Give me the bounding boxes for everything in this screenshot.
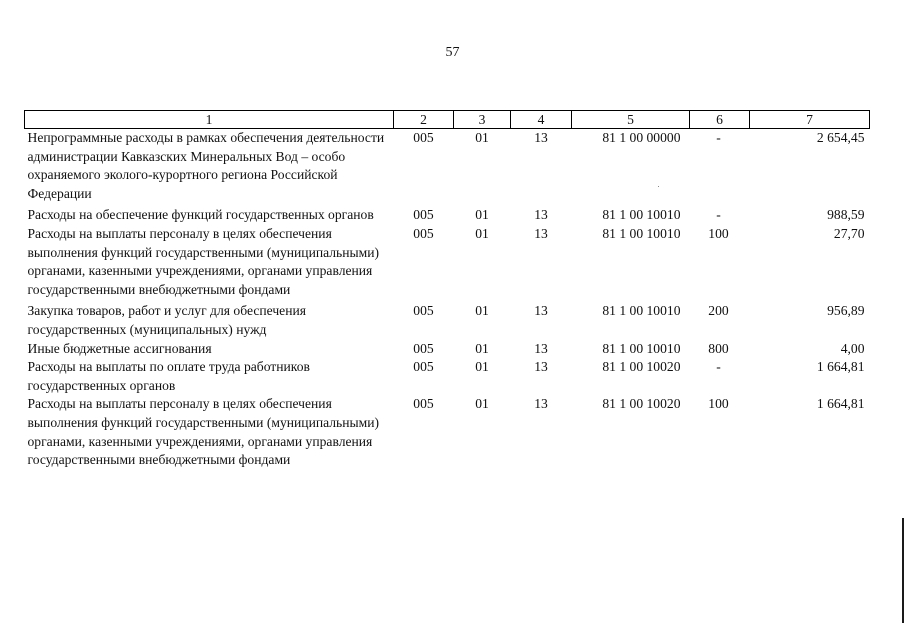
table-row <box>25 395 870 469</box>
expense-type-code: 800 <box>708 340 729 356</box>
section-code: 01 <box>475 303 489 319</box>
expense-type-code: - <box>716 130 721 145</box>
expense-name: Закупка товаров, работ и услуг для обеспечения государственных (муниципальных) нужд <box>27 303 306 337</box>
subsection-code: 13 <box>534 396 548 412</box>
column-header: 1 <box>25 111 394 129</box>
column-header: 6 <box>690 111 750 129</box>
target-article-code: 81 1 00 10010 <box>602 340 681 356</box>
expense-name: Иные бюджетные ассигнования <box>27 340 212 356</box>
ministry-code: 005 <box>413 303 434 319</box>
section-code: 01 <box>475 225 489 241</box>
ministry-code: 005 <box>413 130 434 145</box>
amount: 2 654,45 <box>816 130 865 145</box>
subsection-code: 13 <box>534 207 548 223</box>
expense-name: Непрограммные расходы в рамках обеспечения деятельности администрации Кавказских Минеральных Вод – особо охраняемого эколого-курортного региона Российской Федерации <box>27 130 385 201</box>
subsection-code: 13 <box>534 303 548 319</box>
expense-type-code: - <box>716 207 721 223</box>
expense-type-code: 100 <box>708 225 729 241</box>
table-row <box>25 302 870 339</box>
amount: 1 664,81 <box>816 396 865 412</box>
expense-name: Расходы на выплаты персоналу в целях обеспечения выполнения функций государственными (муниципальными) органами, казенными учреждениями, органами управления государственными внебюджетными фондами <box>27 396 380 468</box>
target-article-code: 81 1 00 00000 <box>602 130 681 145</box>
amount: 1 664,81 <box>816 359 865 375</box>
table-header-row <box>25 111 870 129</box>
ministry-code: 005 <box>413 207 434 223</box>
table-row <box>25 206 870 225</box>
section-code: 01 <box>475 396 489 412</box>
target-article-code: 81 1 00 10020 <box>602 359 681 375</box>
amount: 27,70 <box>833 225 865 241</box>
table-row <box>25 225 870 302</box>
column-header: 7 <box>750 111 870 129</box>
scan-speck <box>658 186 659 187</box>
ministry-code: 005 <box>413 225 434 241</box>
ministry-code: 005 <box>413 359 434 375</box>
subsection-code: 13 <box>534 225 548 241</box>
page-number: 57 <box>445 45 460 60</box>
expense-type-code: 200 <box>708 303 729 319</box>
budget-table <box>24 110 870 470</box>
column-header: 3 <box>454 111 511 129</box>
section-code: 01 <box>475 340 489 356</box>
ministry-code: 005 <box>413 340 434 356</box>
amount: 988,59 <box>827 207 865 223</box>
ministry-code: 005 <box>413 396 434 412</box>
subsection-code: 13 <box>534 340 548 356</box>
expense-type-code: - <box>716 359 721 375</box>
subsection-code: 13 <box>534 130 548 145</box>
target-article-code: 81 1 00 10020 <box>602 396 681 412</box>
section-code: 01 <box>475 207 489 223</box>
expense-name: Расходы на выплаты персоналу в целях обеспечения выполнения функций государственными (муниципальными) органами, казенными учреждениями, органами управления государственными внебюджетными фондами <box>27 225 380 297</box>
target-article-code: 81 1 00 10010 <box>602 207 681 223</box>
scan-edge-mark <box>902 518 904 623</box>
table-row <box>25 340 870 359</box>
target-article-code: 81 1 00 10010 <box>602 303 681 319</box>
expense-type-code: 100 <box>708 396 729 412</box>
amount: 956,89 <box>827 303 865 319</box>
target-article-code: 81 1 00 10010 <box>602 225 681 241</box>
amount: 4,00 <box>840 340 865 356</box>
column-header: 5 <box>572 111 690 129</box>
table-row <box>25 129 870 207</box>
column-header: 2 <box>394 111 454 129</box>
section-code: 01 <box>475 359 489 375</box>
column-header: 4 <box>511 111 572 129</box>
expense-name: Расходы на обеспечение функций государственных органов <box>27 207 374 223</box>
table-row <box>25 358 870 395</box>
subsection-code: 13 <box>534 359 548 375</box>
expense-name: Расходы на выплаты по оплате труда работников государственных органов <box>27 359 310 393</box>
section-code: 01 <box>475 130 489 145</box>
